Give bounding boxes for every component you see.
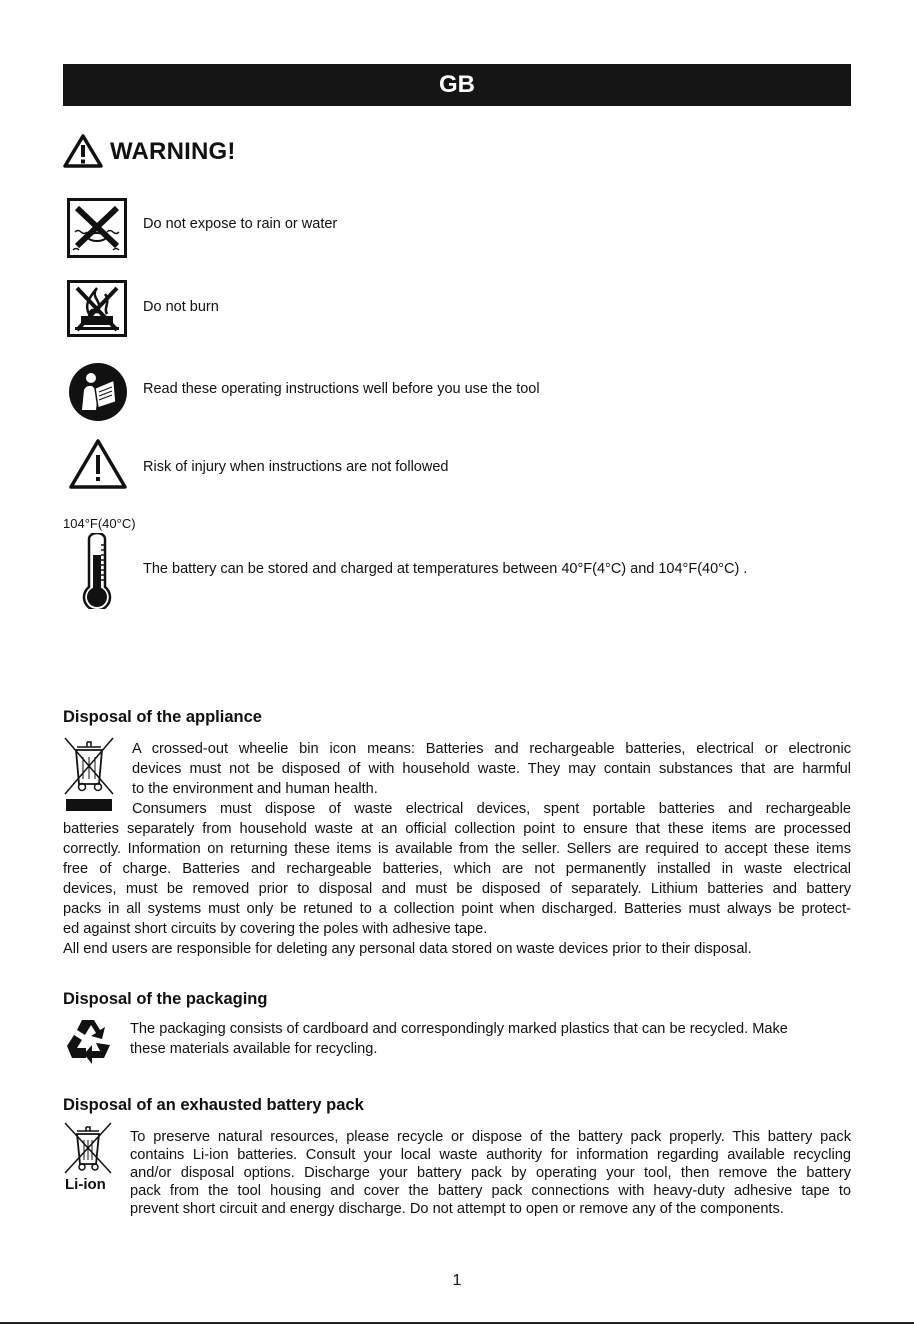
battery-section-title: Disposal of an exhausted battery pack [63,1096,364,1114]
appliance-line: All end users are responsible for deleting any personal data stored on waste devices prior to their disposal. [63,941,752,957]
recycle-icon [64,1018,114,1064]
packaging-paragraph [130,1019,851,1059]
crossed-bin-icon [63,737,115,813]
appliance-section-title: Disposal of the appliance [63,708,262,726]
battery-line: and/or disposal options. Discharge your battery pack by operating your tool, then remove the battery [130,1165,851,1181]
appliance-line: free of charge. Batteries and rechargeable batteries, which are not permanently installed in waste electrical [63,861,851,877]
warning-text-temperature: The battery can be stored and charged at temperatures between 40°F(4°C) and 104°F(40°C) . [143,561,748,577]
warning-text-injury: Risk of injury when instructions are not followed [143,459,449,475]
page-number: 1 [452,1272,462,1289]
appliance-line: to the environment and human health. [132,781,378,797]
no-fire-icon [67,280,127,337]
appliance-paragraph-indented [132,739,851,819]
packaging-line: The packaging consists of cardboard and correspondingly marked plastics that can be recycled. Make [130,1021,788,1037]
appliance-line: devices must not be disposed of with household waste. They may contain substances that are harmful [132,761,851,777]
read-manual-icon [68,362,128,422]
packaging-line: these materials available for recycling. [130,1041,378,1057]
warning-text-water: Do not expose to rain or water [143,216,338,232]
appliance-paragraph-full [63,819,851,959]
warning-text-read: Read these operating instructions well before you use the tool [143,381,540,397]
battery-paragraph [130,1128,851,1218]
warning-triangle-icon [68,438,128,490]
appliance-line: devices, must be removed prior to disposal and must be disposed of separately. Lithium batteries and battery [63,881,851,897]
battery-line: pack from the tool housing and cover the battery pack connections with heavy-duty adhesive tape to [130,1183,851,1199]
appliance-line: Consumers must dispose of waste electrical devices, spent portable batteries and rechargeable [132,801,851,817]
li-ion-label: Li-ion [65,1176,106,1193]
warning-text-burn: Do not burn [143,299,219,315]
no-water-icon [67,198,127,258]
thermometer-label: 104°F(40°C) [63,516,136,531]
appliance-line: packs in all systems must only be retuned to a collection point when discharged. Batteries must always be protect- [63,901,851,917]
warning-title: WARNING! [110,138,236,165]
battery-line: prevent short circuit and energy discharge. Do not attempt to open or remove any of the components. [130,1201,784,1217]
language-header [63,64,851,106]
crossed-bin-icon [62,1122,114,1174]
appliance-line: batteries separately from household waste at an official collection point to ensure that these items are processed [63,821,851,837]
battery-line: contains Li-ion batteries. Consult your local waste authority for information regarding available recycling [130,1147,851,1163]
header-title: GB [439,71,475,98]
thermometer-icon [82,533,112,609]
appliance-line: correctly. Information on returning these items is available from the seller. Sellers are required to accept these items [63,841,851,857]
appliance-line: A crossed-out wheelie bin icon means: Batteries and rechargeable batteries, electrical or electronic [132,741,851,757]
packaging-section-title: Disposal of the packaging [63,990,268,1008]
warning-triangle-icon [63,134,103,168]
battery-line: To preserve natural resources, please recycle or dispose of the battery pack properly. This battery pack [130,1129,851,1145]
appliance-line: ed against short circuits by covering the poles with adhesive tape. [63,921,488,937]
